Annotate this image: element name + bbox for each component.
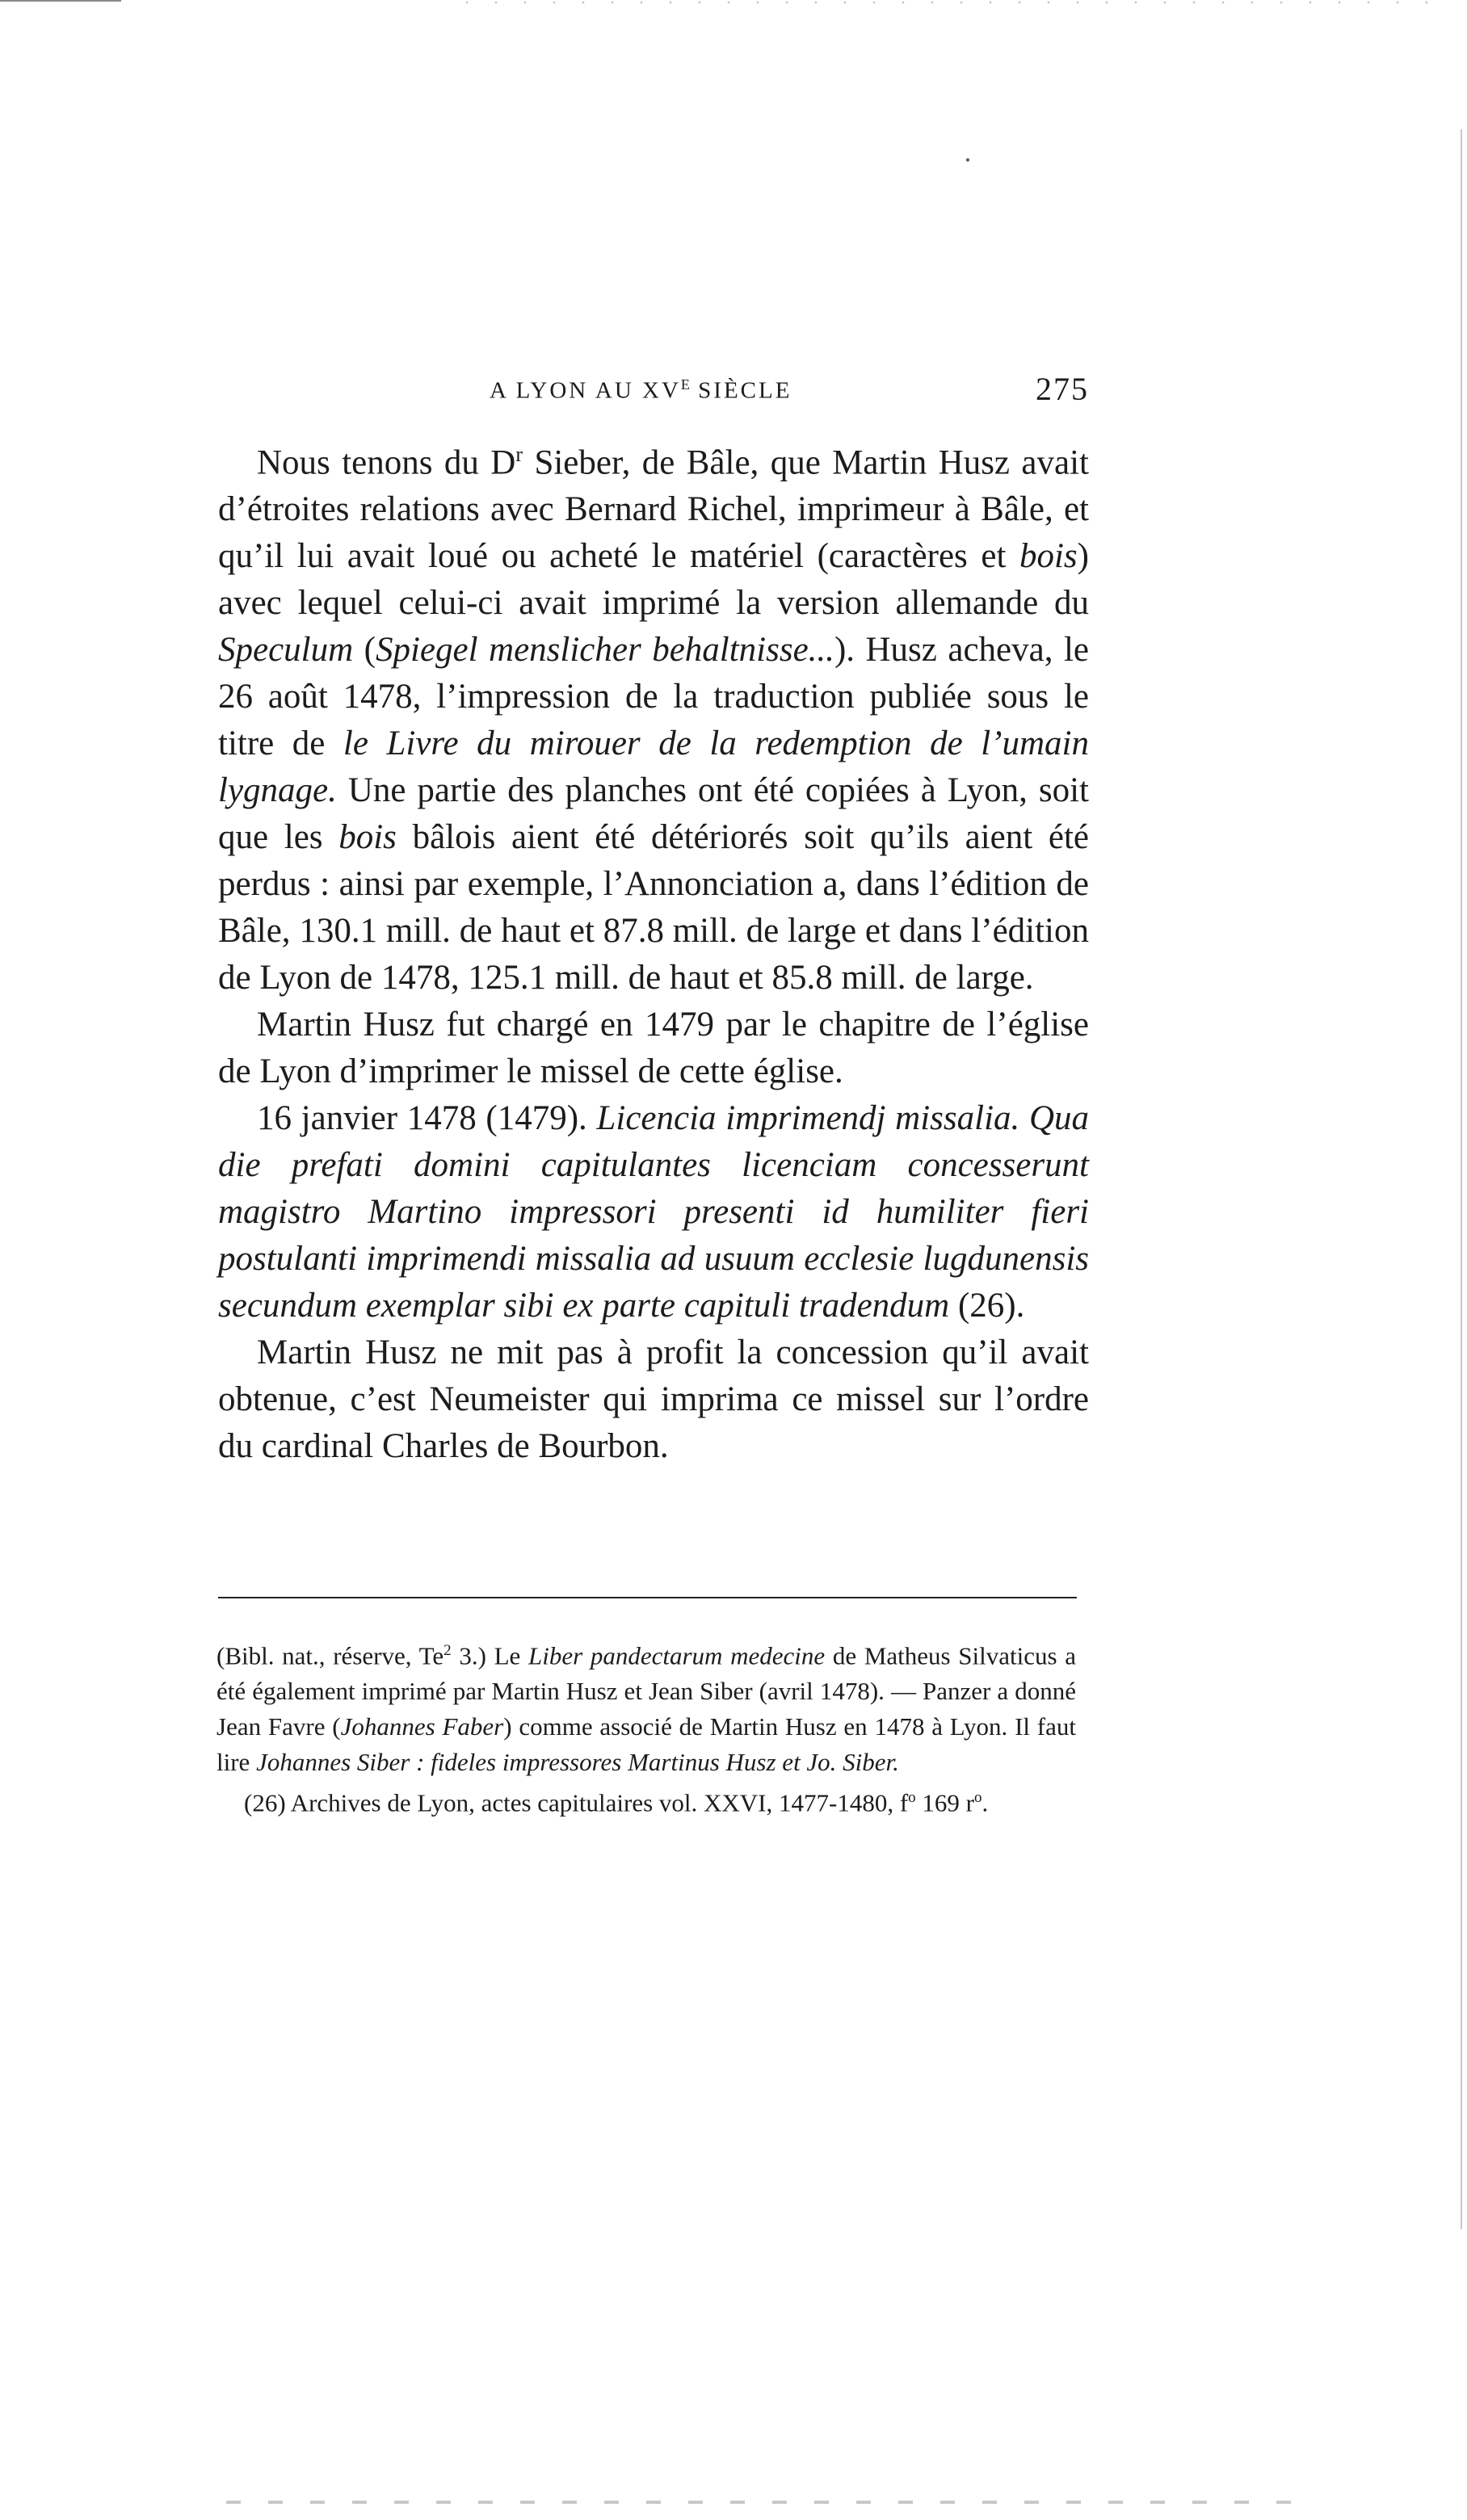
page-number: 275	[1036, 371, 1089, 407]
paragraph-4: Martin Husz ne mit pas à profit la concession qu’il avait obtenue, c’est Neumeister qui imprima ce missel sur l’ordre du cardinal Charles de Bourbon.	[218, 1334, 1089, 1466]
paragraph-2: Martin Husz fut chargé en 1479 par le chapitre de l’église de Lyon d’imprimer le missel de cette église.	[218, 1006, 1089, 1091]
footnote-continuation: (Bibl. nat., réserve, Te$^2$ 3.) Le Liber pandectarum medecine de Matheus Silvaticus a été également imprimé par Martin Husz et Jean Siber (avril 1478). — Panzer a donné Jean Favre (Johannes Faber) comme associé de Martin Husz en 1478 à Lyon. Il faut lire Johannes Siber : fideles impressores Martinus Husz et Jo. Siber.	[216, 1641, 1076, 1777]
main-text	[218, 431, 1089, 1470]
running-title: A LYON AU $XV^E$ SIÈCLE	[490, 376, 792, 404]
scan-speck	[966, 158, 969, 162]
footnote-rule	[218, 1597, 1077, 1598]
page-edge-line	[1461, 129, 1462, 2229]
scan-edge-mark	[0, 0, 121, 2]
paragraph-3: 16 janvier 1478 (1479). Licencia imprimendj missalia. Qua die prefati domini capitulantes licenciam concesserunt magistro Martino impressori presenti id humiliter fieri postulanti imprimendi missalia ad usuum ecclesie lugdunensis secundum exemplar sibi ex parte capituli tradendum (26).	[218, 1099, 1090, 1325]
paragraph-1: Nous tenons du $D^r$ Sieber, de Bâle, que Martin Husz avait d’étroites relations avec Bernard Richel, imprimeur à Bâle, et qu’il lui avait loué ou acheté le matériel (caractères et bois) avec lequel celui-ci avait imprimé la version allemande du Speculum (Spiegel menslicher behaltnisse...). Husz acheva, le 26 août 1478, l’impression de la traduction publiée sous le titre de le Livre du mirouer de la redemption de l’umain lygnage. Une partie des planches ont été copiées à Lyon, soit que les bois bâlois aient été détériorés soit qu’ils aient été perdus : ainsi par exemple, l’Annonciation a, dans l’édition de Bâle, 130.1 mill. de haut et 87.8 mill. de large et dans l’édition de Lyon de 1478, 125.1 mill. de haut et 85.8 mill. de large.	[218, 443, 1089, 998]
footnotes	[216, 1633, 1076, 1821]
scan-noise	[452, 0, 1454, 5]
running-head	[218, 370, 1099, 410]
footnote-26: (26) Archives de Lyon, actes capitulaires vol. XXVI, 1477-1480, $f^o$ 169 $r^o$.	[244, 1788, 989, 1817]
scan-noise-bottom	[226, 2501, 1309, 2504]
